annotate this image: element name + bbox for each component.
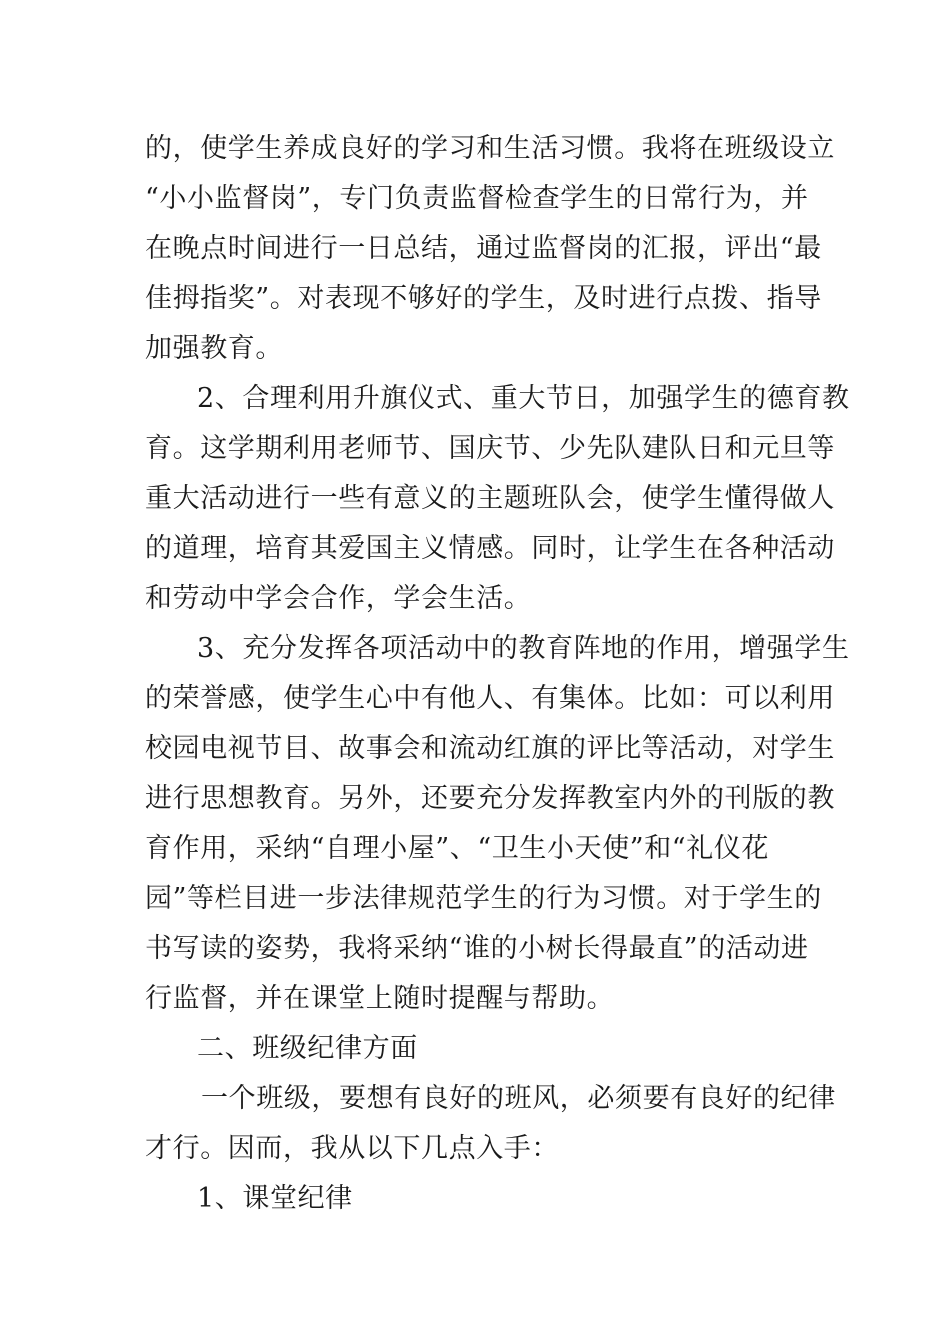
- document-body: [145, 124, 850, 1224]
- paragraph-line: 育。这学期利用老师节、国庆节、少先队建队日和元旦等: [145, 433, 835, 464]
- paragraph-line: 和劳动中学会合作，学会生活。: [145, 583, 532, 614]
- paragraph-line: 书写读的姿势，我将采纳“谁的小树长得最直”的活动进: [145, 933, 809, 964]
- paragraph-line: 在晚点时间进行一日总结，通过监督岗的汇报，评出“最: [145, 233, 822, 264]
- paragraph-line: 校园电视节目、故事会和流动红旗的评比等活动，对学生: [145, 733, 835, 764]
- paragraph-line: 的道理，培育其爱国主义情感。同时，让学生在各种活动: [145, 533, 835, 564]
- paragraph-line: 一个班级，要想有良好的班风，必须要有良好的纪律: [201, 1083, 836, 1114]
- paragraph-line: 行监督，并在课堂上随时提醒与帮助。: [145, 983, 615, 1014]
- paragraph-line: 2、合理利用升旗仪式、重大节日，加强学生的德育教: [197, 383, 850, 414]
- paragraph-line: 园”等栏目进一步法律规范学生的行为习惯。对于学生的: [145, 883, 822, 914]
- subsection-heading: 1、课堂纪律: [197, 1183, 353, 1214]
- paragraph-line: “小小监督岗”，专门负责监督检查学生的日常行为，并: [145, 183, 809, 214]
- paragraph-line: 才行。因而，我从以下几点入手：: [145, 1133, 559, 1164]
- section-heading: 二、班级纪律方面: [197, 1033, 418, 1064]
- paragraph-line: 佳拇指奖”。对表现不够好的学生，及时进行点拨、指导: [145, 283, 822, 314]
- paragraph-line: 育作用，采纳“自理小屋”、“卫生小天使”和“礼仪花: [145, 833, 770, 864]
- paragraph-line: 的荣誉感，使学生心中有他人、有集体。比如：可以利用: [145, 683, 835, 714]
- paragraph-line: 进行思想教育。另外，还要充分发挥教室内外的刊版的教: [145, 783, 835, 814]
- paragraph-line: 3、充分发挥各项活动中的教育阵地的作用，增强学生: [197, 633, 850, 664]
- paragraph-line: 的，使学生养成良好的学习和生活习惯。我将在班级设立: [145, 133, 835, 164]
- paragraph-line: 重大活动进行一些有意义的主题班队会，使学生懂得做人: [145, 483, 835, 514]
- paragraph-line: 加强教育。: [145, 333, 283, 364]
